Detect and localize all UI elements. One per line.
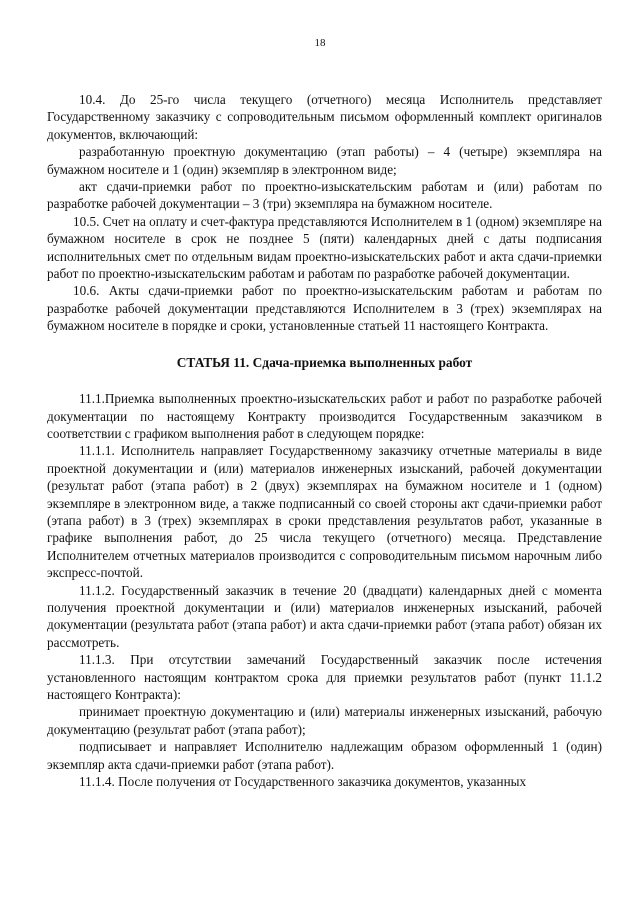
clause-11-1-3: 11.1.3. При отсутствии замечаний Государственный заказчик после истечения установленного настоящим контрактом срока для приемки результатов работ (пункт 11.1.2 настоящего Контракта): — [47, 652, 602, 702]
page-number: 18 — [314, 37, 326, 49]
article-11-heading: СТАТЬЯ 11. Сдача-приемка выполненных работ — [176, 354, 473, 370]
clause-10-5: 10.5. Счет на оплату и счет-фактура представляются Исполнителем в 1 (одном) экземпляре на бумажном носителе в срок не позднее 5 (пяти) календарных дней с даты подписания исполнительных смет по отдельным видам проектно-изыскательских работ и акта сдачи-приемки работ по проектно-изыскательским работам и работам по разработке рабочей документации. — [47, 213, 602, 282]
clause-10-6: 10.6. Акты сдачи-приемки работ по проектно-изыскательским работам и работам по разработке рабочей документации представляются Исполнителем в 3 (трех) экземплярах на бумажном носителе в порядке и сроки, установленные статьей 11 настоящего Контракта. — [47, 283, 602, 334]
clause-10-4: 10.4. До 25-го числа текущего (отчетного) месяца Исполнитель представляет Государственному заказчику с сопроводительным письмом оформленный комплект оригиналов документов, включающий: — [47, 92, 602, 142]
clause-10-4-item-documentation: разработанную проектную документацию (этап работы) – 4 (четыре) экземпляра на бумажном носителе и 1 (один) экземпляр в электронном виде; — [47, 144, 602, 177]
clause-11-1: 11.1.Приемка выполненных проектно-изыскательских работ и работ по разработке рабочей документации по настоящему Контракту производится Государственным заказчиком в соответствии с графиком выполнения работ в следующем порядке: — [47, 391, 602, 441]
clause-11-1-2: 11.1.2. Государственный заказчик в течение 20 (двадцати) календарных дней с момента получения проектной документации и (или) материалов инженерных изысканий, рабочей документации (результата работ (этапа работ) и акта сдачи-приемки работ (этапа работ) обязан их рассмотреть. — [47, 582, 602, 650]
clause-11-1-1: 11.1.1. Исполнитель направляет Государственному заказчику отчетные материалы в виде проектной документации и (или) материалов инженерных изысканий, рабочей документации (результат работ (этапа работ) в 2 (двух) экземплярах на бумажном носителе и 1 (одном) экземпляре в электронном виде, а также подписанный со своей стороны акт сдачи-приемки работ (этапа работ) в 3 (трех) экземплярах в сроки представления результатов работ, указанные в графике выполнения работ, до 25 числа текущего (отчетного) месяца. Представление Исполнителем отчетных материалов производится с сопроводительным письмом нарочным либо экспресс-почтой. — [47, 443, 602, 581]
document-body — [47, 91, 602, 790]
clause-10-4-item-acceptance-act: акт сдачи-приемки работ по проектно-изыскательским работам и (или) работам по разработке рабочей документации – 3 (три) экземпляра на бумажном носителе. — [47, 179, 602, 212]
clause-11-1-4: 11.1.4. После получения от Государственного заказчика документов, указанных — [79, 774, 527, 790]
clause-11-1-3-item-accept: принимает проектную документацию и (или) материалы инженерных изысканий, рабочую документацию (результат работ (этапа работ); — [47, 704, 602, 737]
clause-11-1-3-item-sign: подписывает и направляет Исполнителю надлежащим образом оформленный 1 (один) экземпляр акта сдачи-приемки работ (этапа работ). — [47, 739, 602, 772]
